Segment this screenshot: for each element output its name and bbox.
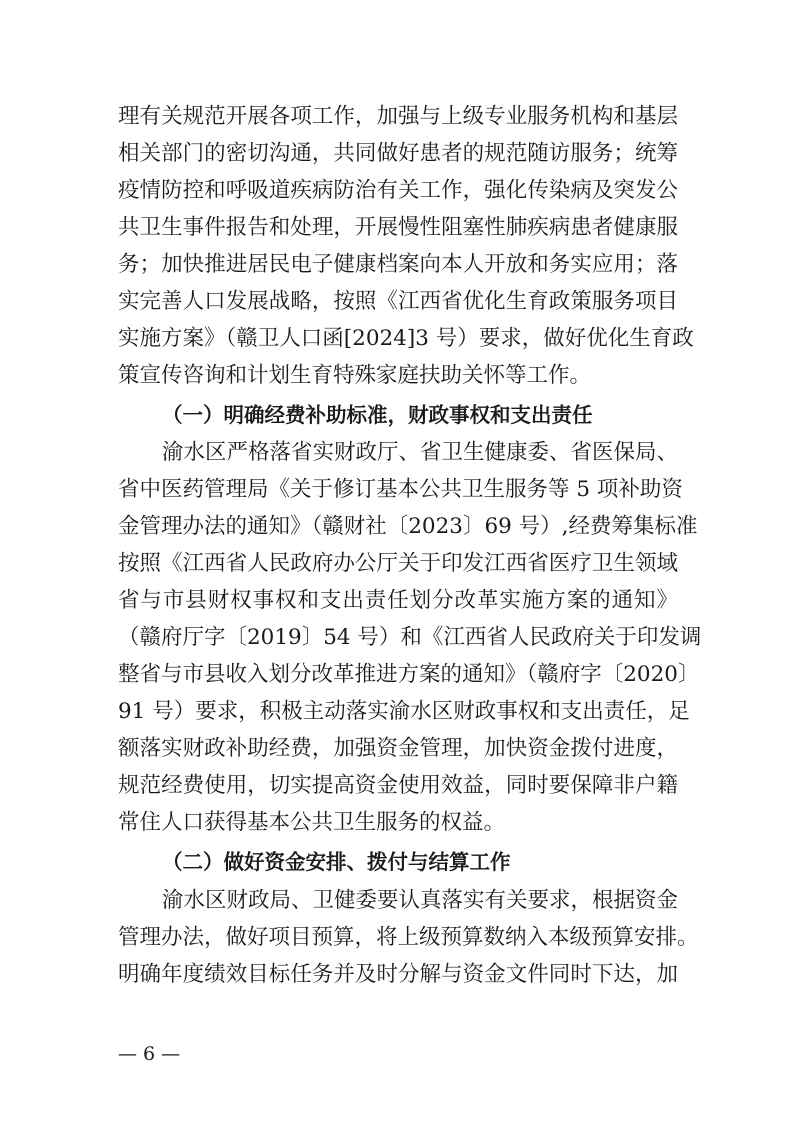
paragraph-line: 渝水区财政局、卫健委要认真落实有关要求，根据资金	[162, 888, 679, 913]
paragraph-line: 管理办法，做好项目预算，将上级预算数纳入本级预算安排。	[118, 925, 699, 950]
paragraph-line: 策宣传咨询和计划生育特殊家庭扶助关怀等工作。	[118, 363, 592, 388]
paragraph-line: 省与市县财权事权和支出责任划分改革实施方案的通知》	[118, 588, 678, 613]
paragraph-line: 务；加快推进居民电子健康档案向本人开放和务实应用；落	[118, 252, 678, 277]
paragraph-line: 91 号）要求，积极主动落实渝水区财政事权和支出责任，足	[118, 699, 690, 724]
paragraph-line: 疫情防控和呼吸道疾病防治有关工作，强化传染病及突发公	[118, 178, 678, 203]
section-heading: （二）做好资金安排、拨付与结算工作	[162, 850, 511, 874]
paragraph-line: （赣府厅字〔2019〕54 号）和《江西省人民政府关于印发调	[118, 625, 702, 650]
paragraph-line: 额落实财政补助经费，加强资金管理，加快资金拨付进度，	[118, 736, 678, 761]
paragraph-line: 省中医药管理局《关于修订基本公共卫生服务等 5 项补助资	[118, 477, 683, 502]
paragraph-line: 整省与市县收入划分改革推进方案的通知》（赣府字〔2020〕	[118, 662, 700, 687]
paragraph-line: 按照《江西省人民政府办公厅关于印发江西省医疗卫生领域	[118, 551, 678, 576]
section-heading: （一）明确经费补助标准，财政事权和支出责任	[162, 403, 593, 427]
paragraph-line: 理有关规范开展各项工作，加强与上级专业服务机构和基层	[118, 104, 678, 129]
paragraph-line: 实施方案》（赣卫人口函[2024]3 号）要求，做好优化生育政	[118, 326, 694, 351]
paragraph-line: 规范经费使用，切实提高资金使用效益，同时要保障非户籍	[118, 773, 678, 798]
page-number: — 6 —	[118, 1043, 181, 1065]
paragraph-line: 相关部门的密切沟通，共同做好患者的规范随访服务；统筹	[118, 141, 678, 166]
paragraph-line: 渝水区严格落省实财政厅、省卫生健康委、省医保局、	[162, 440, 679, 465]
paragraph-line: 常住人口获得基本公共卫生服务的权益。	[118, 810, 506, 835]
paragraph-line: 金管理办法的通知》（赣财社〔2023〕69 号）,经费筹集标准	[118, 514, 698, 539]
paragraph-line: 明确年度绩效目标任务并及时分解与资金文件同时下达，加	[118, 962, 678, 987]
paragraph-line: 共卫生事件报告和处理，开展慢性阻塞性肺疾病患者健康服	[118, 215, 678, 240]
paragraph-line: 实完善人口发展战略，按照《江西省优化生育政策服务项目	[118, 289, 678, 314]
